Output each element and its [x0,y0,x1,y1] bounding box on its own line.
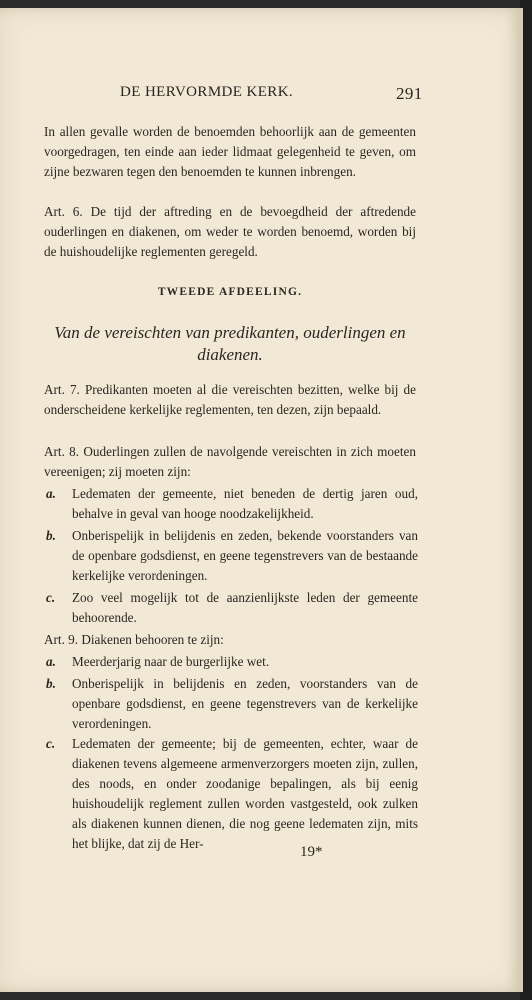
art-8-item-a [44,484,418,524]
art-9-item-a [44,652,418,672]
paragraph-art-8 [44,442,416,482]
item-marker: a. [46,654,56,669]
item-text: Ledematen der gemeente; bij de gemeenten, echter, waar de diakenen tevens algemeene armenverzorgers moeten zijn, zullen, des noods, en onder zoodanige bepalingen, als bij eenig huishoudelijk reglement zullen worden vastgesteld, ook zulken als diakenen kunnen dienen, die nog geene ledematen zijn, mits het blijke, dat zij de Her- [72,736,418,851]
paragraph-art-7-text: Art. 7. Predikanten moeten al die vereischten bezitten, welke bij de onderscheidene kerkelijke reglementen, ten dezen, zijn bepaald. [44,382,416,417]
paragraph-art-6 [44,202,416,262]
running-title: DE HERVORMDE KERK. [120,84,294,100]
item-text: Onberispelijk in belijdenis en zeden, bekende voorstanders van de openbare godsdienst, en geene tegenstrevers van de bestaande kerkelijke verordeningen. [72,528,418,583]
item-text: Ledematen der gemeente, niet beneden de dertig jaren oud, behalve in geval van hooge noodzakelijkheid. [72,486,418,521]
paragraph-art-7 [44,380,416,420]
paragraph-1-text: In allen gevalle worden de benoemden behoorlijk aan de gemeenten voorgedragen, ten einde aan ieder lidmaat gelegenheid te geven, om zijne bezwaren tegen den benoemden te kunnen inbrengen. [44,124,416,179]
signature-mark: 19* [300,844,323,860]
art-8-item-b [44,526,418,586]
art-8-item-c [44,588,418,628]
paragraph-1 [44,122,416,182]
section-heading: TWEEDE AFDEELING. [157,286,303,298]
item-text: Onberispelijk in belijdenis en zeden, voorstanders van de openbare godsdienst, en geene tegenstrevers van de kerkelijke verordeningen. [72,676,418,731]
paragraph-art-9-text: Art. 9. Diakenen behooren te zijn: [44,632,224,647]
item-text: Meerderjarig naar de burgerlijke wet. [72,654,270,669]
page-number: 291 [396,84,423,103]
item-marker: a. [46,486,56,501]
item-marker: b. [46,676,56,691]
item-marker: c. [46,590,56,605]
section-title: Van de vereischten van predikanten, ouderlingen en diakenen. [54,323,406,364]
item-text: Zoo veel mogelijk tot de aanzienlijkste leden der gemeente behoorende. [72,590,418,625]
art-9-item-b [44,674,418,734]
item-marker: b. [46,528,56,543]
art-9-item-c [44,734,418,854]
paragraph-art-8-text: Art. 8. Ouderlingen zullen de navolgende vereischten in zich moeten vereenigen; zij moeten zijn: [44,444,416,479]
paragraph-art-6-text: Art. 6. De tijd der aftreding en de bevoegdheid der aftredende ouderlingen en diakenen, om weder te worden benoemd, worden bij de huishoudelijke reglementen geregeld. [44,204,416,259]
item-marker: c. [46,736,56,751]
paragraph-art-9 [44,630,416,650]
